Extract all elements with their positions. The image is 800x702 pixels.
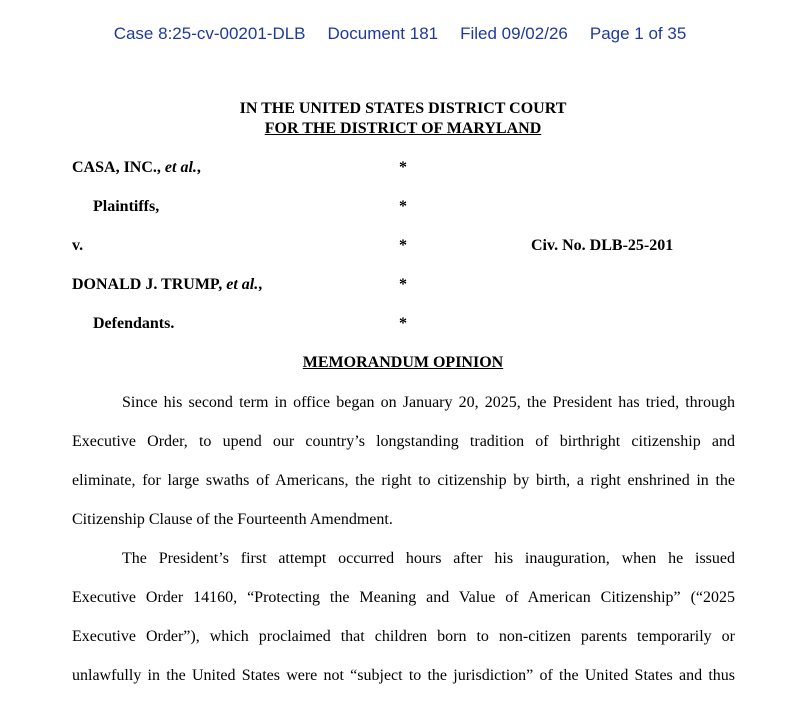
paragraph-1-line: eliminate, for large swaths of Americans, the right to citizenship by birth, a right enshrined in the	[72, 472, 735, 489]
document-number: Document 181	[327, 24, 439, 43]
caption-star: *	[399, 315, 407, 332]
document-title: MEMORANDUM OPINION	[302, 354, 504, 371]
caption-row-defendant	[0, 274, 800, 296]
court-heading	[0, 99, 800, 139]
plaintiff-name: CASA, INC., et al.,	[72, 159, 201, 176]
court-district: FOR THE DISTRICT OF MARYLAND	[264, 120, 542, 137]
defendant-name: DONALD J. TRUMP, et al.,	[72, 276, 263, 293]
caption-star: *	[399, 159, 407, 176]
paragraph-2-line: unlawfully in the United States were not “subject to the jurisdiction” of the United States and thus	[72, 667, 735, 684]
paragraph-1-line: Citizenship Clause of the Fourteenth Amendment.	[72, 511, 393, 528]
caption-star: *	[399, 198, 407, 215]
court-name: IN THE UNITED STATES DISTRICT COURT	[239, 100, 567, 117]
plaintiffs-label: Plaintiffs,	[93, 198, 160, 215]
paragraph-1-line: Since his second term in office began on January 20, 2025, the President has tried, through	[122, 394, 735, 411]
paragraph-2-line: Executive Order”), which proclaimed that children born to non-citizen parents temporarily or	[72, 628, 735, 645]
paragraph-2-line: The President’s first attempt occurred hours after his inauguration, when he issued	[122, 550, 735, 567]
caption-star: *	[399, 237, 407, 254]
caption-row-versus	[0, 235, 800, 257]
caption-row-plaintiffs-label	[0, 196, 800, 218]
filed-date: Filed 09/02/26	[460, 24, 568, 43]
caption-row-defendants-label	[0, 313, 800, 335]
caption-star: *	[399, 276, 407, 293]
caption-row-plaintiff	[0, 157, 800, 179]
defendants-label: Defendants.	[93, 315, 175, 332]
civil-case-number: Civ. No. DLB-25-201	[531, 237, 674, 254]
paragraph-2-line: Executive Order 14160, “Protecting the Meaning and Value of American Citizenship” (“2025	[72, 589, 735, 606]
versus-label: v.	[72, 237, 84, 254]
page-count: Page 1 of 35	[589, 24, 687, 43]
case-number: Case 8:25-cv-00201-DLB	[113, 24, 306, 43]
ecf-header-stamp	[0, 24, 800, 44]
paragraph-1-line: Executive Order, to upend our country’s longstanding tradition of birthright citizenship and	[72, 433, 735, 450]
